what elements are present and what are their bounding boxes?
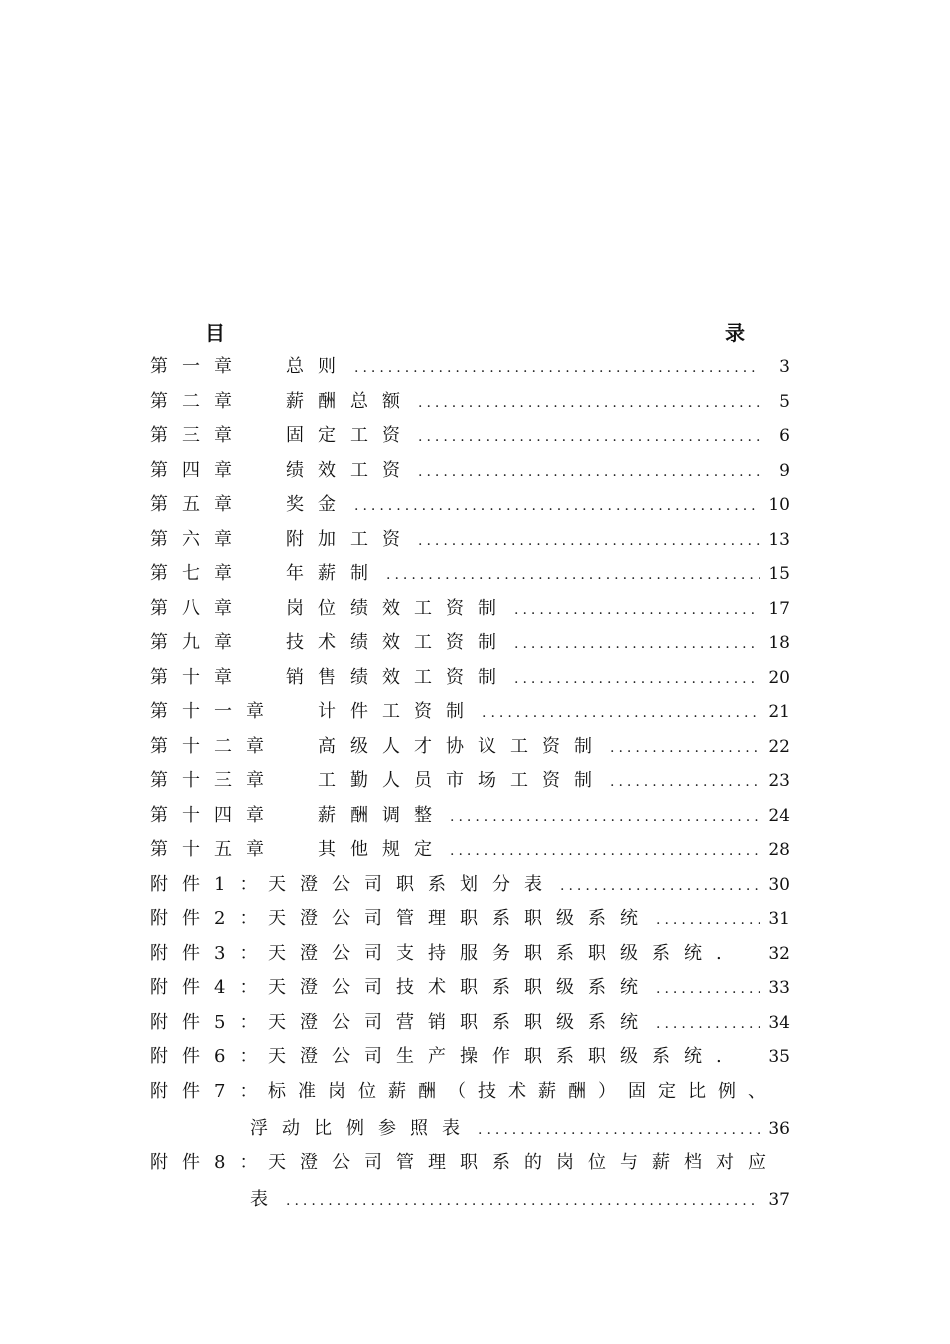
toc-entry-label: 第一章 — [150, 356, 246, 377]
toc-entry-title: 销售绩效工资制 — [286, 666, 510, 688]
toc-entry-title: 薪酬调整 — [318, 804, 446, 826]
toc-entry-label: 第四章 — [150, 459, 246, 481]
toc-entry-label: 附件4： — [150, 977, 272, 998]
toc-entry-title: 附加工资 — [286, 528, 414, 550]
toc-entry-page: 22 — [768, 736, 790, 757]
toc-entry[interactable] — [150, 732, 790, 767]
toc-entry-title: 天澄公司职系划分表 — [268, 873, 556, 895]
toc-entry[interactable] — [150, 801, 790, 836]
toc-entry-page: 5 — [779, 391, 790, 412]
toc-entry-label: 第九章 — [150, 632, 246, 653]
toc-entry-title: 高级人才协议工资制 — [318, 735, 606, 757]
toc-entry-page: 37 — [768, 1190, 790, 1210]
toc-entry-page: 3 — [779, 357, 790, 377]
toc-entry-title: 薪酬总额 — [286, 390, 414, 412]
toc-entry-page: 13 — [768, 529, 790, 550]
toc-entry[interactable] — [150, 456, 790, 491]
toc-leader-dots — [418, 464, 760, 480]
toc-entry[interactable] — [150, 594, 790, 629]
toc-entry-label: 附件7： — [150, 1080, 272, 1102]
toc-entry-page: 34 — [768, 1012, 790, 1033]
toc-entry-page: 30 — [768, 874, 790, 895]
toc-entry-page: 15 — [768, 564, 790, 584]
toc-entry[interactable] — [150, 490, 790, 525]
table-of-contents — [150, 352, 790, 1220]
toc-leader-dots — [450, 843, 760, 859]
toc-entry-title: 技术绩效工资制 — [286, 632, 510, 653]
toc-entry-title: 固定工资 — [286, 425, 414, 446]
toc-entry-title: 其他规定 — [318, 839, 446, 860]
toc-entry-continuation[interactable] — [150, 1114, 790, 1149]
toc-entry[interactable] — [150, 628, 790, 663]
toc-leader-dots — [450, 809, 760, 825]
toc-entry-title: 天澄公司营销职系职级系统 — [268, 1011, 652, 1033]
toc-heading: 目 录 — [205, 321, 855, 345]
toc-entry-label: 第八章 — [150, 597, 246, 619]
toc-entry-title-cont: 浮动比例参照表 — [250, 1117, 474, 1139]
toc-entry[interactable] — [150, 973, 790, 1008]
toc-leader-dots — [656, 981, 760, 997]
toc-entry-title: 天澄公司生产操作职系职级系统. — [268, 1046, 736, 1067]
toc-entry-page: 6 — [779, 426, 790, 446]
toc-entry-page: 21 — [768, 702, 790, 722]
toc-leader-dots — [418, 395, 760, 411]
toc-entry-label: 第十四章 — [150, 804, 278, 826]
toc-entry-page: 33 — [768, 978, 790, 998]
toc-leader-dots — [418, 429, 760, 445]
toc-entry-page: 35 — [768, 1047, 790, 1067]
toc-entry[interactable] — [150, 870, 790, 905]
toc-entry-page: 17 — [768, 598, 790, 619]
toc-leader-dots — [514, 636, 760, 652]
toc-entry-title: 绩效工资 — [286, 459, 414, 481]
toc-entry-label: 第十五章 — [150, 839, 278, 860]
toc-entry-title: 总则 — [286, 356, 350, 377]
toc-entry-label: 附件1： — [150, 873, 272, 895]
toc-entry-title: 天澄公司管理职系的岗位与薪档对应 — [268, 1152, 780, 1173]
toc-entry[interactable] — [150, 663, 790, 698]
toc-entry-page: 20 — [768, 667, 790, 688]
toc-leader-dots — [354, 360, 760, 376]
toc-entry-label: 第十三章 — [150, 770, 278, 791]
toc-entry-title-cont: 表 — [250, 1189, 282, 1210]
toc-entry-page: 10 — [768, 495, 790, 515]
toc-leader-dots — [354, 498, 760, 514]
toc-leader-dots — [560, 878, 760, 894]
toc-entry[interactable] — [150, 1008, 790, 1043]
toc-entry-label: 附件8： — [150, 1152, 272, 1173]
toc-entry-label: 第六章 — [150, 528, 246, 550]
toc-entry[interactable] — [150, 421, 790, 456]
toc-entry-page: 32 — [768, 943, 790, 964]
toc-entry-title: 天澄公司管理职系职级系统 — [268, 908, 652, 929]
toc-entry[interactable] — [150, 352, 790, 387]
toc-leader-dots — [514, 671, 760, 687]
toc-entry-page: 23 — [768, 771, 790, 791]
toc-leader-dots — [610, 774, 760, 790]
toc-entry-continuation[interactable] — [150, 1185, 790, 1220]
toc-entry-title: 奖金 — [286, 494, 350, 515]
toc-entry-label: 第二章 — [150, 390, 246, 412]
toc-entry-title: 年薪制 — [286, 563, 382, 584]
toc-entry-label: 附件5： — [150, 1011, 272, 1033]
toc-entry[interactable] — [150, 904, 790, 939]
toc-entry[interactable] — [150, 387, 790, 422]
toc-entry-label: 附件6： — [150, 1046, 272, 1067]
toc-leader-dots — [656, 912, 760, 928]
toc-entry[interactable] — [150, 525, 790, 560]
toc-entry-label: 附件3： — [150, 942, 272, 964]
toc-leader-dots — [386, 567, 760, 583]
toc-entry-title: 岗位绩效工资制 — [286, 597, 510, 619]
toc-entry-label: 第七章 — [150, 563, 246, 584]
toc-entry-page: 28 — [768, 840, 790, 860]
toc-entry[interactable] — [150, 1148, 790, 1185]
toc-entry-title: 标准岗位薪酬（技术薪酬）固定比例、 — [268, 1080, 778, 1102]
toc-leader-dots — [656, 1016, 760, 1032]
toc-entry-title: 工勤人员市场工资制 — [318, 770, 606, 791]
toc-entry[interactable] — [150, 559, 790, 594]
toc-entry-page: 9 — [779, 460, 790, 481]
toc-leader-dots — [418, 533, 760, 549]
toc-entry-label: 第十一章 — [150, 701, 278, 722]
toc-entry-label: 第十章 — [150, 666, 246, 688]
toc-entry[interactable] — [150, 939, 790, 974]
toc-entry[interactable] — [150, 1042, 790, 1077]
toc-entry-title: 计件工资制 — [318, 701, 478, 722]
toc-leader-dots — [482, 705, 760, 721]
toc-entry-label: 第五章 — [150, 494, 246, 515]
toc-leader-dots — [514, 602, 760, 618]
toc-entry-title: 天澄公司技术职系职级系统 — [268, 977, 652, 998]
toc-entry[interactable] — [150, 697, 790, 732]
toc-entry[interactable] — [150, 766, 790, 801]
toc-entry-label: 第三章 — [150, 425, 246, 446]
toc-entry-page: 36 — [768, 1118, 790, 1139]
toc-entry-label: 附件2： — [150, 908, 272, 929]
toc-leader-dots — [286, 1193, 760, 1209]
toc-leader-dots — [610, 740, 760, 756]
toc-entry-label: 第十二章 — [150, 735, 278, 757]
toc-entry-page: 18 — [768, 633, 790, 653]
toc-entry-page: 24 — [768, 805, 790, 826]
toc-entry-title: 天澄公司支持服务职系职级系统. — [268, 942, 736, 964]
toc-entry-page: 31 — [768, 909, 790, 929]
toc-entry[interactable] — [150, 1077, 790, 1114]
toc-entry[interactable] — [150, 835, 790, 870]
toc-leader-dots — [478, 1122, 760, 1138]
